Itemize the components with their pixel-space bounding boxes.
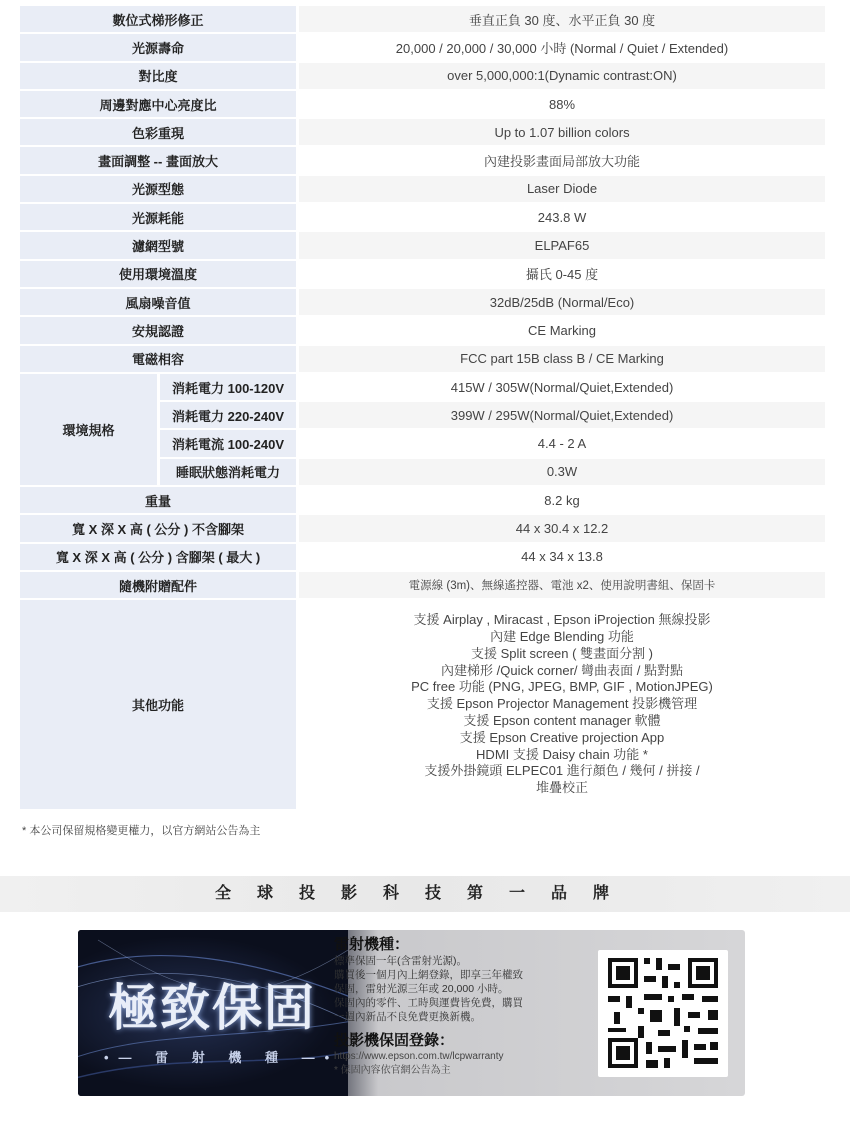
spec-row xyxy=(20,572,825,598)
brand-band: 全球投影科技第一品牌 xyxy=(0,876,850,912)
spec-label: 數位式梯形修正 xyxy=(20,6,296,32)
warranty-note: * 保固內容依官網公告為主 xyxy=(334,1065,451,1076)
env-label: 消耗電力 100-120V xyxy=(157,374,296,400)
spec-label: 濾網型號 xyxy=(20,232,296,258)
other-line: 支援 Split screen ( 雙畫面分割 ) xyxy=(470,645,654,661)
env-value: 0.3W xyxy=(296,459,825,485)
warranty-logo-panel xyxy=(78,930,348,1096)
spec-value: FCC part 15B class B / CE Marking xyxy=(296,346,825,372)
spec-value: Laser Diode xyxy=(296,176,825,202)
spec-value: 8.2 kg xyxy=(296,487,825,513)
spec-value: CE Marking xyxy=(296,317,825,343)
registration-url[interactable]: https://www.epson.com.tw/lcpwarranty xyxy=(334,1051,504,1062)
registration-title: 投影機保固登錄： xyxy=(334,1032,455,1049)
warranty-banner xyxy=(78,930,745,1096)
spec-value: ELPAF65 xyxy=(296,232,825,258)
spec-label: 隨機附贈配件 xyxy=(20,572,296,598)
spec-row xyxy=(20,487,825,513)
spec-label: 重量 xyxy=(20,487,296,513)
warranty-line: 標準保固一年(含雷射光源)。 xyxy=(334,955,467,967)
spec-row xyxy=(20,91,825,117)
spec-row xyxy=(20,204,825,230)
env-label: 消耗電流 100-240V xyxy=(157,430,296,456)
env-value: 399W / 295W(Normal/Quiet,Extended) xyxy=(296,402,825,428)
spec-label: 畫面調整 -- 畫面放大 xyxy=(20,147,296,173)
warranty-line: 保固內的零件、工時與運費皆免費，購買 xyxy=(334,997,523,1009)
other-line: HDMI 支援 Daisy chain 功能 * xyxy=(476,746,648,762)
spec-row xyxy=(20,176,825,202)
qr-code-icon[interactable] xyxy=(598,950,728,1077)
other-row xyxy=(20,600,825,809)
env-label: 消耗電力 220-240V xyxy=(157,402,296,428)
laser-tag: •— 雷 射 機 種 —• xyxy=(104,1050,340,1065)
spec-label: 色彩重現 xyxy=(20,119,296,145)
spec-row xyxy=(20,6,825,32)
env-row xyxy=(20,374,825,400)
spec-row xyxy=(20,346,825,372)
other-line: 支援 Epson Projector Management 投影機管理 xyxy=(426,696,698,712)
warranty-line: 一週內新品不良免費更換新機。 xyxy=(334,1011,481,1023)
spec-value: over 5,000,000:1(Dynamic contrast:ON) xyxy=(296,63,825,89)
spec-label: 周邊對應中心亮度比 xyxy=(20,91,296,117)
other-line: 支援 Epson Creative projection App xyxy=(459,729,665,745)
other-line: 支援外掛鏡頭 ELPEC01 進行顏色 / 幾何 / 拼接 / xyxy=(424,763,700,779)
spec-label: 風扇噪音值 xyxy=(20,289,296,315)
spec-value: 32dB/25dB (Normal/Eco) xyxy=(296,289,825,315)
spec-label: 光源耗能 xyxy=(20,204,296,230)
other-line: 內建梯形 /Quick corner/ 彎曲表面 / 點對點 xyxy=(441,662,683,678)
spec-row xyxy=(20,147,825,173)
env-group-label: 環境規格 xyxy=(20,374,157,485)
other-label: 其他功能 xyxy=(20,600,296,809)
spec-label: 安規認證 xyxy=(20,317,296,343)
spec-label: 對比度 xyxy=(20,63,296,89)
other-value xyxy=(296,600,825,809)
spec-row xyxy=(20,63,825,89)
warranty-line: 購買後一個月內上網登錄，即享三年權致 xyxy=(334,969,523,981)
spec-value: 44 x 34 x 13.8 xyxy=(296,544,825,570)
other-line: 堆疊校正 xyxy=(536,780,589,796)
spec-value: 20,000 / 20,000 / 30,000 小時 (Normal / Quiet / Extended) xyxy=(296,34,825,60)
spec-row xyxy=(20,289,825,315)
spec-value: 垂直正負 30 度、水平正負 30 度 xyxy=(296,6,825,32)
spec-row xyxy=(20,232,825,258)
other-line: 支援 Epson content manager 軟體 xyxy=(463,713,661,729)
other-line: 內建 Edge Blending 功能 xyxy=(490,629,634,645)
spec-row xyxy=(20,544,825,570)
env-label: 睡眠狀態消耗電力 xyxy=(157,459,296,485)
spec-row xyxy=(20,34,825,60)
spec-value: 電源線 (3m)、無線遙控器、電池 x2、使用說明書組、保固卡 xyxy=(296,572,825,598)
spec-table xyxy=(20,4,825,811)
spec-row xyxy=(20,261,825,287)
spec-label: 寬 X 深 X 高 ( 公分 ) 含腳架 ( 最大 ) xyxy=(20,544,296,570)
warranty-line: 保固，雷射光源三年或 20,000 小時。 xyxy=(334,983,509,995)
spec-value: 88% xyxy=(296,91,825,117)
spec-label: 電磁相容 xyxy=(20,346,296,372)
spec-row xyxy=(20,119,825,145)
spec-value: Up to 1.07 billion colors xyxy=(296,119,825,145)
spec-value: 內建投影畫面局部放大功能 xyxy=(296,147,825,173)
spec-value: 44 x 30.4 x 12.2 xyxy=(296,515,825,541)
other-line: PC free 功能 (PNG, JPEG, BMP, GIF , MotionJPEG) xyxy=(411,679,713,695)
spec-row xyxy=(20,515,825,541)
spec-label: 光源型態 xyxy=(20,176,296,202)
spec-label: 寬 X 深 X 高 ( 公分 ) 不含腳架 xyxy=(20,515,296,541)
warranty-title: 雷射機種： xyxy=(334,936,410,953)
spec-value: 243.8 W xyxy=(296,204,825,230)
other-line: 支援 Airplay , Miracast , Epson iProjection 無線投影 xyxy=(413,612,711,628)
env-value: 4.4 - 2 A xyxy=(296,430,825,456)
spec-row xyxy=(20,317,825,343)
warranty-text xyxy=(334,936,604,1078)
warranty-logo: 極致保固 xyxy=(108,978,316,1037)
spec-label: 使用環境溫度 xyxy=(20,261,296,287)
spec-label: 光源壽命 xyxy=(20,34,296,60)
footnote: * 本公司保留規格變更權力，以官方網站公告為主 xyxy=(22,825,261,837)
env-value: 415W / 305W(Normal/Quiet,Extended) xyxy=(296,374,825,400)
spec-value: 攝氏 0-45 度 xyxy=(296,261,825,287)
